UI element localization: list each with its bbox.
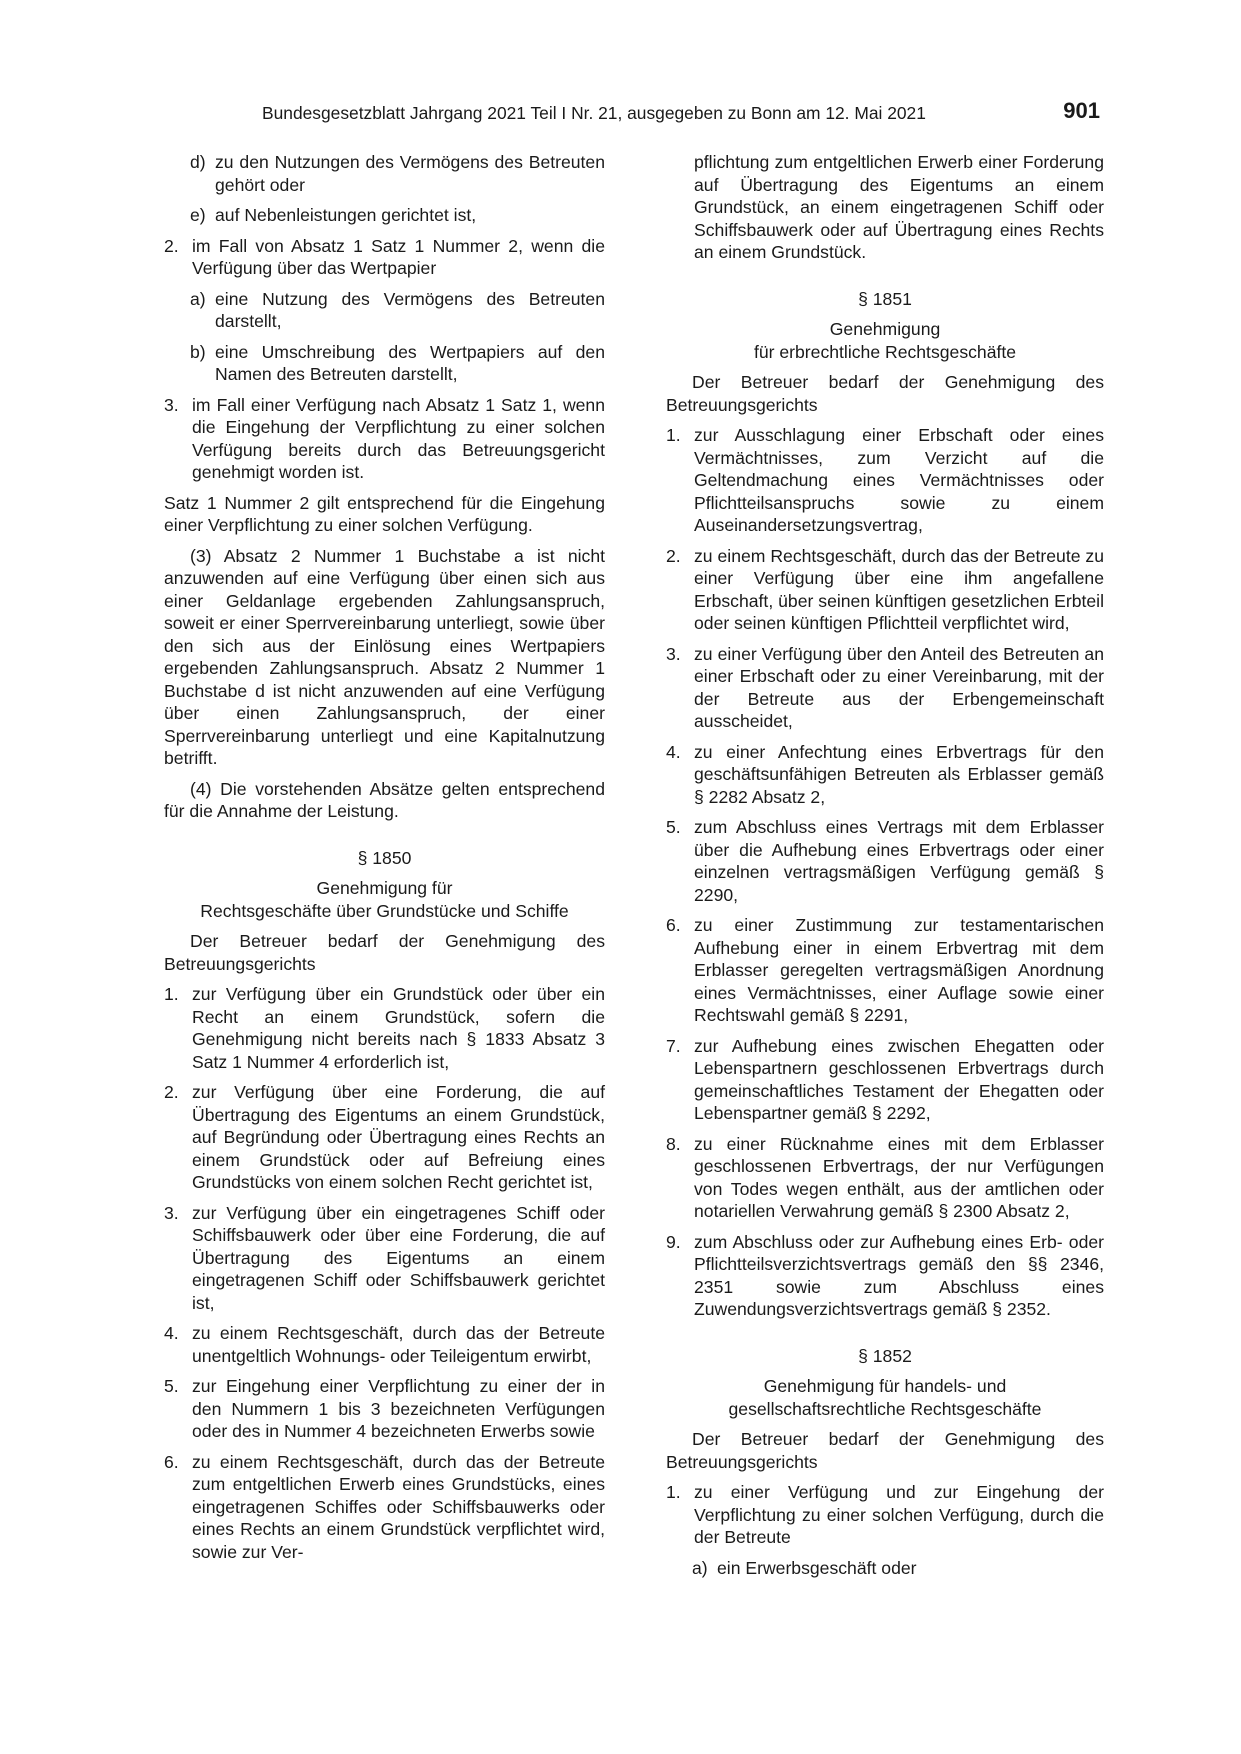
list-item	[666, 1133, 1104, 1223]
list-text: zur Verfügung über ein Grundstück oder über ein Recht an einem Grundstück, sofern die Genehmigung nicht bereits nach § 1833 Absatz 3 Satz 1 Nummer 4 erforderlich ist,	[192, 984, 605, 1072]
list-text: zu einem Rechtsgeschäft, durch das der Betreute zu einer Verfügung über eine ihm angefallene Erbschaft, über seinen künftigen gesetzlichen Erbteil oder seinen künftigen Pflichtteil verpflichtet wird,	[694, 545, 1104, 633]
list-text: zu einer Anfechtung eines Erbvertrags für den geschäftsunfähigen Betreuten als Erblasser gemäß § 2282 Absatz 2,	[694, 741, 1104, 807]
list-label: 6.	[666, 915, 681, 935]
section-number-1852: § 1852	[858, 1345, 912, 1366]
section-title-line: gesellschaftsrechtliche Rechtsgeschäfte	[728, 1398, 1042, 1419]
list-label: 1.	[666, 1482, 681, 1502]
list-label: 2.	[164, 235, 179, 256]
list-text: zu einer Zustimmung zur testamentarischen Aufhebung einer in einem Erbvertrag mit dem Erblasser geregelten vertragsmäßigen Anordnung eines Vermächtnisses, einer Auflage sowie einer Rechtswahl gemäß § 2291,	[694, 915, 1104, 1025]
section-title-line: Genehmigung für	[316, 878, 453, 898]
list-label: 1.	[164, 984, 179, 1004]
list-text: zur Verfügung über eine Forderung, die auf Übertragung des Eigentums an einem Grundstück, auf Begründung oder Übertragung eines Rechts an einem Grundstück oder auf Befreiung eines Grundstücks von einem solchen Recht gerichtet ist,	[192, 1082, 605, 1192]
list-label: 9.	[666, 1231, 681, 1252]
absatz-4: (4) Die vorstehenden Absätze gelten entsprechend für die Annahme der Leistung.	[164, 778, 605, 821]
section-number-1850: § 1850	[357, 847, 412, 868]
section-number-1851: § 1851	[858, 288, 912, 309]
list-item	[164, 1081, 605, 1194]
list-text: eine Nutzung des Vermögens des Betreuten darstellt,	[215, 288, 605, 331]
section-intro: Der Betreuer bedarf der Genehmigung des Betreuungsgerichts	[666, 1429, 1104, 1472]
list-text: im Fall von Absatz 1 Satz 1 Nummer 2, wenn die Verfügung über das Wertpapier	[192, 235, 605, 278]
list-item	[164, 394, 605, 484]
list-item	[164, 983, 605, 1073]
section-title-line: Genehmigung	[829, 319, 941, 339]
list-item	[666, 1231, 1104, 1321]
list-label: 4.	[666, 741, 681, 762]
list-item	[190, 288, 605, 333]
list-label: 8.	[666, 1133, 681, 1154]
list-item	[666, 643, 1104, 733]
list-item	[666, 816, 1104, 906]
list-text: zur Aufhebung eines zwischen Ehegatten oder Lebenspartnern geschlossenen Erbvertrags durch gemeinschaftliches Testament der Ehegatten oder Lebenspartner gemäß § 2292,	[694, 1035, 1104, 1123]
list-item	[190, 341, 605, 386]
list-item	[190, 151, 605, 196]
list-item	[164, 235, 605, 280]
list-text: zur Ausschlagung einer Erbschaft oder eines Vermächtnisses, zum Verzicht auf die Geltendmachung eines Vermächtnisses oder Pflichtteilsanspruchs sowie zu einem Auseinandersetzungsvertrag,	[694, 425, 1104, 535]
list-label: 5.	[666, 817, 681, 837]
list-text: zu einem Rechtsgeschäft, durch das der Betreute zum entgeltlichen Erwerb eines Grundstücks, eines eingetragenen Schiffes oder Schiffsbauwerks oder eines Rechts an einem Grundstück verpflichtet wird, sowie zur Ver-	[192, 1451, 605, 1562]
list-label: 3.	[164, 1202, 179, 1223]
list-text: ein Erwerbsgeschäft oder	[717, 1557, 917, 1578]
satz-paragraph: Satz 1 Nummer 2 gilt entsprechend für die Eingehung einer Verpflichtung zu einer solchen Verfügung.	[164, 492, 605, 535]
list-label: b)	[190, 341, 206, 362]
list-item	[164, 1375, 605, 1443]
list-item	[666, 545, 1104, 635]
list-text: eine Umschreibung des Wertpapiers auf den Namen des Betreuten darstellt,	[215, 341, 605, 384]
section-title-line: für erbrechtliche Rechtsgeschäfte	[753, 341, 1017, 362]
list-label: e)	[190, 205, 206, 225]
list-label: 2.	[666, 545, 681, 566]
list-text: auf Nebenleistungen gerichtet ist,	[215, 205, 477, 225]
list-item	[164, 1202, 605, 1315]
list-item	[692, 1557, 1104, 1580]
section-title-1851	[666, 318, 1104, 363]
list-item	[164, 1322, 605, 1367]
section-title-line: Rechtsgeschäfte über Grundstücke und Schiffe	[200, 900, 569, 921]
list-text: zu einem Rechtsgeschäft, durch das der Betreute unentgeltlich Wohnungs- oder Teileigentum erwirbt,	[192, 1323, 605, 1366]
list-text: zu einer Verfügung über den Anteil des Betreuten an einer Erbschaft oder zu einer Vereinbarung, mit der der Betreute aus der Erbengemeinschaft ausscheidet,	[694, 643, 1104, 731]
section-title-1852	[666, 1375, 1104, 1420]
list-label: 1.	[666, 425, 681, 445]
list-text: zur Eingehung einer Verpflichtung zu einer der in den Nummern 1 bis 3 bezeichneten Verfügungen oder des in Nummer 4 bezeichneten Erwerbs sowie	[192, 1376, 605, 1441]
list-label: d)	[190, 152, 206, 172]
list-item	[190, 204, 605, 227]
list-text: zu einer Rücknahme eines mit dem Erblasser geschlossenen Erbvertrags, der nur Verfügungen von Todes wegen enthält, aus der amtlichen oder notariellen Verwahrung gemäß § 2300 Absatz 2,	[694, 1133, 1104, 1221]
right-column	[666, 151, 1104, 1587]
list-label: a)	[692, 1557, 708, 1578]
list-label: a)	[190, 288, 206, 309]
list-item	[666, 1035, 1104, 1125]
page-header	[0, 98, 1241, 129]
list-text: zu einer Verfügung und zur Eingehung der Verpflichtung zu einer solchen Verfügung, durch die der Betreute	[694, 1482, 1104, 1547]
section-intro: Der Betreuer bedarf der Genehmigung des Betreuungsgerichts	[666, 372, 1104, 415]
list-label: 3.	[666, 643, 681, 664]
list-label: 3.	[164, 394, 179, 415]
continuation-text	[666, 151, 1104, 264]
list-label: 2.	[164, 1082, 179, 1102]
left-column	[164, 151, 605, 1571]
list-text: zum Abschluss eines Vertrags mit dem Erblasser über die Aufhebung eines Erbvertrags oder einer einzelnen vertragsmäßigen Verfügung gemäß § 2290,	[694, 817, 1104, 905]
list-item	[666, 914, 1104, 1027]
list-label: 5.	[164, 1376, 179, 1396]
page-number: 901	[1063, 98, 1100, 123]
list-text: pflichtung zum entgeltlichen Erwerb einer Forderung auf Übertragung des Eigentums an einem Grundstück, an einem eingetragenen Schiff oder Schiffsbauwerk oder auf Übertragung eines Rechts an einem Grundstück.	[694, 152, 1104, 262]
list-text: zu den Nutzungen des Vermögens des Betreuten gehört oder	[215, 152, 605, 195]
section-title-line: Genehmigung für handels- und	[763, 1376, 1007, 1396]
list-text: zum Abschluss oder zur Aufhebung eines Erb- oder Pflichtteilsverzichtsvertrags gemäß den §§ 2346, 2351 sowie zum Abschluss eines Zuwendungsverzichtsvertrags gemäß § 2352.	[694, 1231, 1104, 1319]
list-text: im Fall einer Verfügung nach Absatz 1 Satz 1, wenn die Eingehung der Verpflichtung zu einer solchen Verfügung bereits durch das Betreuungsgericht genehmigt worden ist.	[192, 394, 605, 482]
list-text: zur Verfügung über ein eingetragenes Schiff oder Schiffsbauwerk oder über eine Forderung, die auf Übertragung des Eigentums an einem eingetragenen Schiff oder Schiffsbauwerk gerichtet ist,	[192, 1202, 605, 1313]
header-title: Bundesgesetzblatt Jahrgang 2021 Teil I Nr. 21, ausgegeben zu Bonn am 12. Mai 2021	[262, 103, 926, 123]
section-title-1850	[164, 877, 605, 922]
list-label: 7.	[666, 1035, 681, 1056]
list-label: 6.	[164, 1451, 179, 1472]
absatz-3: (3) Absatz 2 Nummer 1 Buchstabe a ist nicht anzuwenden auf eine Verfügung über einen sich aus einer Geldanlage ergebenden Zahlungsanspruch, soweit er einer Sperrvereinbarung unterliegt, sowie über den sich aus der Einlösung eines Wertpapiers ergebenden Zahlungsanspruch. Absatz 2 Nummer 1 Buchstabe d ist nicht anzuwenden auf eine Verfügung über einen Zahlungsanspruch, der einer Sperrvereinbarung unterliegt und eine Kapitalnutzung betrifft.	[164, 545, 605, 768]
list-item	[666, 741, 1104, 809]
list-label: 4.	[164, 1323, 179, 1343]
list-item	[164, 1451, 605, 1564]
list-item	[666, 1481, 1104, 1549]
list-item	[666, 424, 1104, 537]
section-intro: Der Betreuer bedarf der Genehmigung des Betreuungsgerichts	[164, 931, 605, 974]
